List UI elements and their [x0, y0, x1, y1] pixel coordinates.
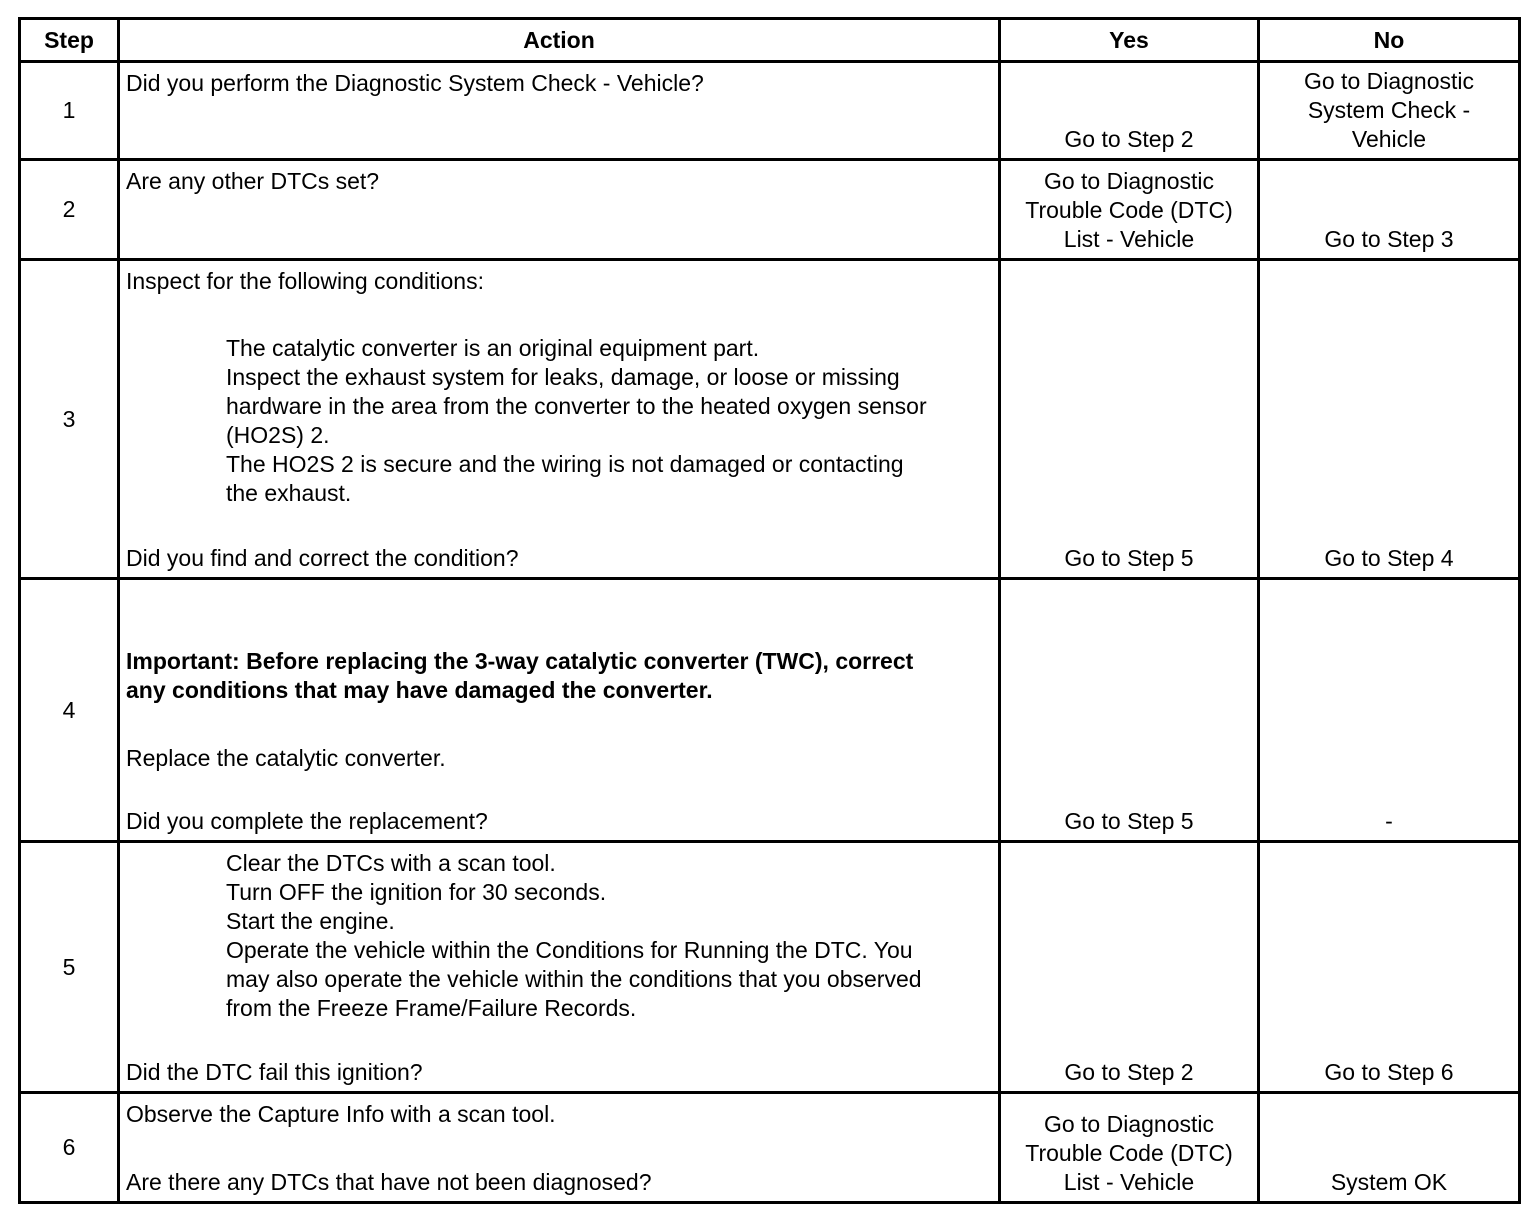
action-cell [120, 161, 998, 258]
yes-line: Go to Diagnostic [1043, 168, 1214, 194]
procedure-item: Turn OFF the ignition for 30 seconds. [226, 879, 607, 905]
yes-line: Trouble Code (DTC) [1025, 1140, 1233, 1166]
yes-link[interactable]: Go to Step 5 [1064, 808, 1194, 834]
header-no: No [1373, 26, 1405, 53]
no-value: - [1385, 808, 1393, 834]
yes-cell [1001, 843, 1257, 1091]
no-cell [1260, 261, 1518, 577]
header-action: Action [523, 26, 595, 53]
yes-line: List - Vehicle [1063, 1169, 1195, 1195]
action-text: Are any other DTCs set? [126, 168, 380, 194]
no-cell [1260, 843, 1518, 1091]
step-number: 2 [62, 196, 76, 222]
yes-link[interactable]: Go to Step 2 [1064, 1059, 1194, 1085]
step-number: 4 [62, 696, 76, 723]
action-text: Did you perform the Diagnostic System Check - Vehicle? [126, 70, 704, 96]
action-question: Did you find and correct the condition? [126, 545, 519, 571]
condition-item: Inspect the exhaust system for leaks, damage, or loose or missing [226, 364, 900, 390]
procedure-item-cont: from the Freeze Frame/Failure Records. [226, 995, 637, 1021]
action-intro: Inspect for the following conditions: [126, 268, 484, 294]
header-step: Step [44, 26, 94, 53]
no-link[interactable]: Go to Step 6 [1324, 1059, 1454, 1085]
condition-item: The HO2S 2 is secure and the wiring is not damaged or contacting [226, 451, 904, 477]
condition-item-cont: (HO2S) 2. [226, 422, 330, 448]
action-question: Did you complete the replacement? [126, 808, 488, 834]
yes-cell [1001, 580, 1257, 840]
no-link[interactable]: Go to Step 4 [1324, 545, 1454, 571]
step-number: 6 [62, 1134, 76, 1160]
condition-item-cont: hardware in the area from the converter to the heated oxygen sensor [226, 393, 927, 419]
no-line: Go to Diagnostic [1303, 68, 1475, 94]
action-instruction: Observe the Capture Info with a scan tool. [126, 1101, 556, 1127]
diagnostic-table [18, 17, 1521, 1204]
no-line: System Check - [1307, 97, 1471, 123]
no-cell [1260, 580, 1518, 840]
important-note: Important: Before replacing the 3-way catalytic converter (TWC), correct [126, 648, 914, 674]
procedure-item-cont: may also operate the vehicle within the conditions that you observed [226, 966, 922, 992]
yes-cell [1001, 161, 1257, 258]
action-instruction: Replace the catalytic converter. [126, 745, 446, 771]
yes-link[interactable]: Go to Step 2 [1064, 126, 1194, 152]
yes-link[interactable] [1025, 1110, 1232, 1197]
action-cell [120, 580, 998, 840]
no-link[interactable]: Go to Step 3 [1324, 226, 1454, 252]
yes-cell [1001, 1094, 1257, 1201]
action-cell [120, 1094, 998, 1201]
action-question: Are there any DTCs that have not been diagnosed? [126, 1169, 652, 1195]
yes-line: List - Vehicle [1063, 226, 1195, 252]
yes-cell [1001, 63, 1257, 158]
no-cell [1260, 63, 1518, 158]
condition-item: The catalytic converter is an original equipment part. [226, 335, 760, 361]
action-cell [120, 843, 998, 1091]
yes-line: Go to Diagnostic [1043, 1111, 1214, 1137]
yes-line: Trouble Code (DTC) [1025, 197, 1233, 223]
step-number: 5 [62, 953, 76, 980]
yes-cell [1001, 261, 1257, 577]
important-note-cont: any conditions that may have damaged the converter. [126, 677, 713, 703]
no-cell [1260, 1094, 1518, 1201]
action-cell [120, 261, 998, 577]
yes-link[interactable] [1025, 167, 1232, 254]
procedure-item: Operate the vehicle within the Conditions for Running the DTC. You [226, 937, 913, 963]
step-number: 1 [62, 97, 76, 123]
procedure-item: Clear the DTCs with a scan tool. [226, 850, 556, 876]
no-line: Vehicle [1351, 126, 1427, 152]
no-value: System OK [1330, 1169, 1448, 1195]
procedure-item: Start the engine. [226, 908, 395, 934]
yes-link[interactable]: Go to Step 5 [1064, 545, 1194, 571]
step-number: 3 [62, 405, 76, 432]
action-cell [120, 63, 998, 158]
action-question: Did the DTC fail this ignition? [126, 1059, 423, 1085]
header-yes: Yes [1109, 26, 1149, 53]
no-cell [1260, 161, 1518, 258]
no-link[interactable] [1304, 67, 1474, 154]
condition-item-cont: the exhaust. [226, 480, 352, 506]
